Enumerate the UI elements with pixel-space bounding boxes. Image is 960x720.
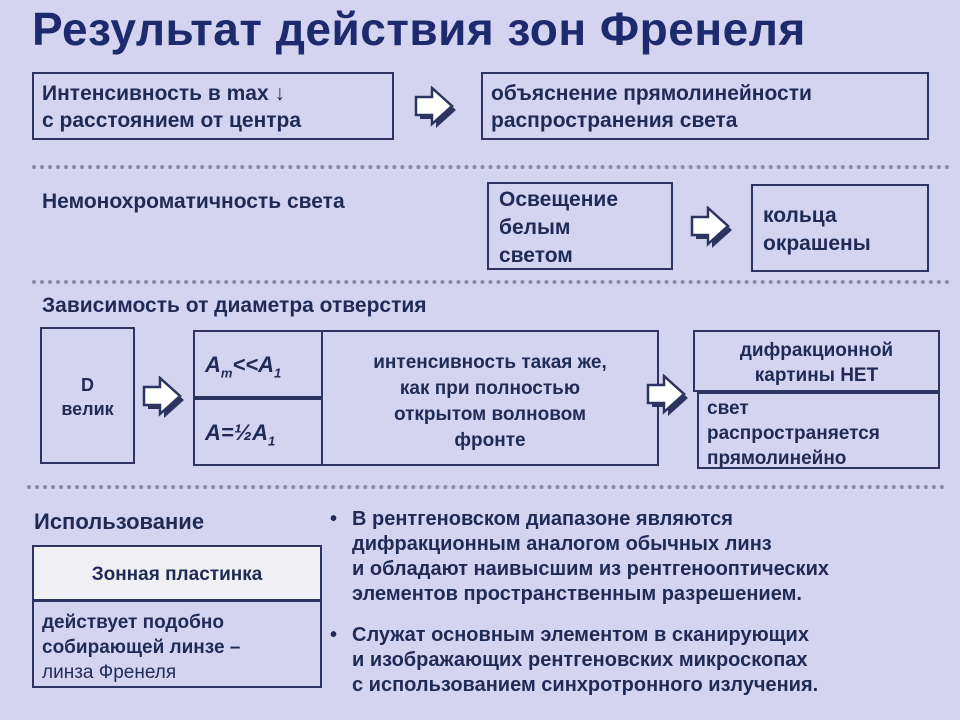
bullet1-line-2: дифракционным аналогом обычных линз	[352, 533, 772, 555]
rectilinear-propagation-box	[697, 392, 940, 469]
separator-2	[32, 280, 950, 284]
plate-desc-line-1: действует подобно	[42, 612, 224, 633]
amplitude-1-subscript: 1	[274, 365, 282, 381]
zone-plate-description-box	[32, 600, 322, 688]
no-diffraction-line-2: картины НЕТ	[754, 365, 879, 386]
full-front-intensity-box	[321, 330, 659, 466]
colored-rings-box	[751, 184, 929, 272]
no-diffraction-line-1: дифракционной	[739, 340, 894, 361]
bullet-xray-lens	[330, 507, 829, 607]
white-light-line-1: Освещение	[499, 188, 618, 211]
white-light-line-3: светом	[499, 244, 573, 267]
amplitude-m-subscript: m	[220, 365, 233, 381]
bullet2-line-3: с использованием синхротронного излучения.	[352, 674, 819, 696]
bullet1-line-4: элементов пространственным разрешением.	[352, 583, 802, 605]
page-title: Результат действия зон Френеля	[32, 3, 806, 55]
amplitude-condition-2-box	[193, 398, 323, 466]
separator-3	[27, 485, 945, 489]
half-amplitude: A=½A	[205, 420, 268, 445]
white-light-box	[487, 182, 673, 270]
intensity-line-1: Интенсивность в max ↓	[42, 82, 285, 105]
half-amplitude-subscript: 1	[267, 433, 276, 449]
amplitude-condition-1-box	[193, 330, 323, 398]
arrow-right-icon	[140, 376, 188, 420]
intensity-box	[32, 72, 394, 140]
nonmonochromatic-label: Немонохроматичность света	[42, 190, 345, 213]
rectilinear-line-3: прямолинейно	[707, 448, 847, 469]
full-front-line-4: фронте	[454, 430, 526, 451]
separator-1	[32, 165, 950, 169]
bullet2-line-2: и изображающих рентгеновских микроскопах	[352, 649, 808, 671]
explanation-line-2: распространения света	[491, 109, 738, 132]
bullet1-line-1: В рентгеновском диапазоне являются	[352, 508, 733, 530]
arrow-right-icon	[412, 86, 460, 130]
zone-plate-title-box	[32, 545, 322, 601]
rectilinear-line-1: свет	[707, 398, 749, 419]
bullet-dot: •	[330, 624, 338, 646]
rectilinear-line-2: распространяется	[707, 423, 880, 444]
explanation-line-1: объяснение прямолинейности	[491, 82, 812, 105]
d-letter: D	[81, 375, 94, 395]
full-front-line-1: интенсивность такая же,	[373, 352, 607, 373]
no-diffraction-box	[693, 330, 940, 392]
amplitude-a: A	[205, 352, 221, 377]
zone-plate-title: Зонная пластинка	[91, 564, 263, 585]
plate-desc-line-3: линза Френеля	[42, 662, 177, 683]
plate-desc-line-2: собирающей линзе –	[42, 637, 241, 658]
much-less-operator: <<A	[232, 352, 275, 377]
d-large-box	[40, 327, 135, 464]
bullet-microscopes	[330, 623, 819, 698]
arrow-right-icon	[644, 374, 692, 418]
bullet-dot: •	[330, 508, 338, 530]
full-front-line-2: как при полностью	[399, 378, 581, 399]
d-large-word: велик	[61, 399, 114, 419]
bullet2-line-1: Служат основным элементом в сканирующих	[352, 624, 809, 646]
colored-rings-line-2: окрашены	[763, 232, 871, 255]
white-light-line-2: белым	[499, 216, 571, 239]
arrow-right-icon	[688, 206, 736, 250]
bullet1-line-3: и обладают наивысшим из рентгенооптических	[352, 558, 829, 580]
usage-label: Использование	[34, 509, 205, 534]
intensity-line-2: с расстоянием от центра	[42, 109, 302, 132]
rectilinear-explanation-box	[481, 72, 929, 140]
colored-rings-line-1: кольца	[763, 204, 837, 227]
full-front-line-3: открытом волновом	[393, 404, 587, 425]
aperture-dependence-label: Зависимость от диаметра отверстия	[42, 294, 427, 317]
